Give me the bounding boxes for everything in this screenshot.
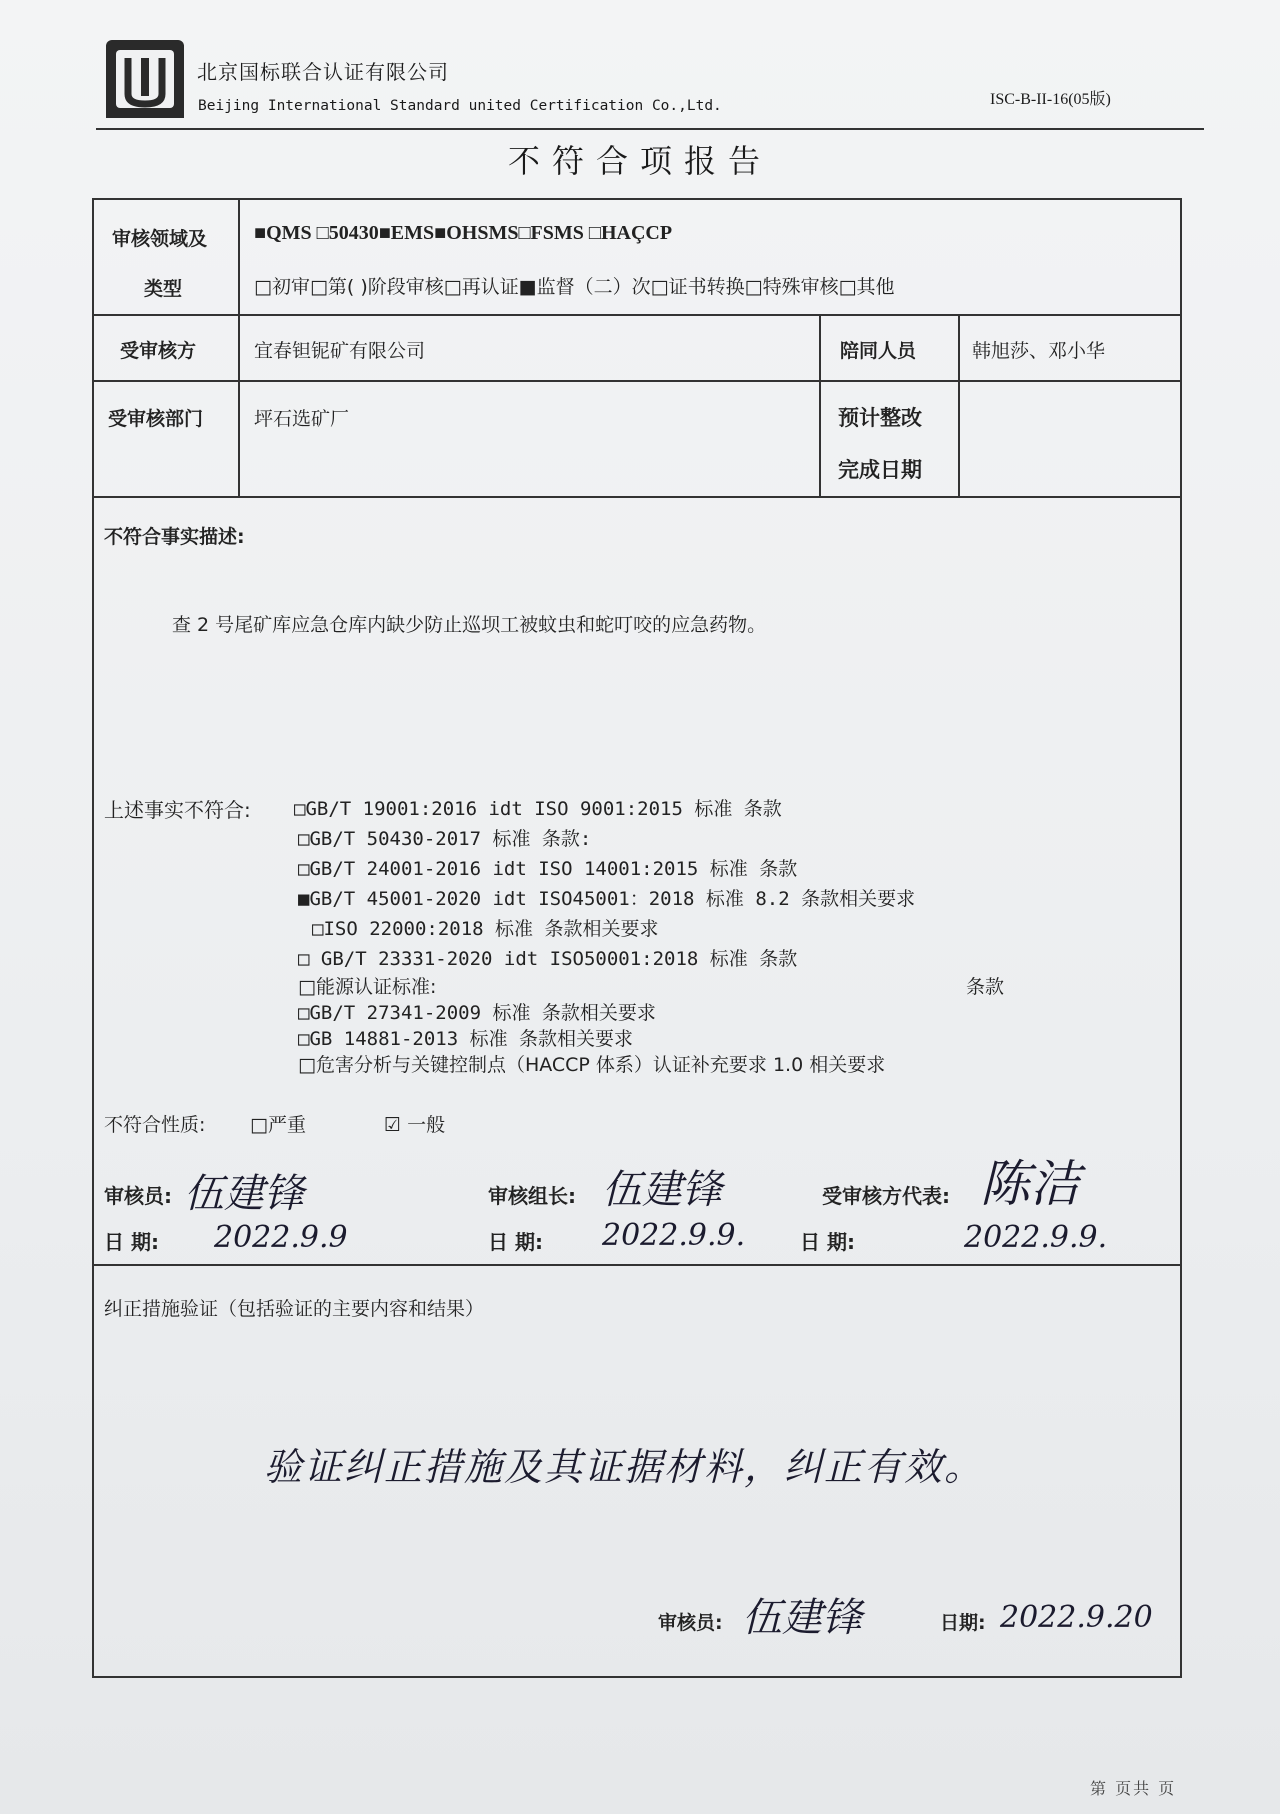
verification-date: 2022.9.20 xyxy=(1000,1600,1153,1635)
auditor-date-label: 日 期: xyxy=(104,1230,159,1254)
column-divider xyxy=(958,314,960,498)
department-value: 坪石选矿厂 xyxy=(254,408,350,430)
company-name-cn: 北京国标联合认证有限公司 xyxy=(197,60,449,84)
nature-general-option: ☑ 一般 xyxy=(384,1114,446,1136)
team-leader-date: 2022.9.9. xyxy=(602,1218,746,1253)
row-divider xyxy=(94,1264,1180,1266)
standard-item: □GB/T 27341-2009 标准 条款相关要求 xyxy=(298,1002,656,1024)
due-date-label-line2: 完成日期 xyxy=(838,458,922,482)
accompany-value: 韩旭莎、邓小华 xyxy=(972,340,1106,362)
document-number: ISC-B-II-16(05版) xyxy=(990,91,1111,108)
header-divider xyxy=(96,128,1204,130)
standard-item: ■GB/T 45001-2020 idt ISO45001：2018 标准 8.2 条款相关要求 xyxy=(298,888,916,910)
auditee-rep-signature: 陈洁 xyxy=(980,1155,1080,1213)
standard-item: □ GB/T 23331-2020 idt ISO50001:2018 标准 条款 xyxy=(298,948,798,970)
row-divider xyxy=(94,380,1180,382)
team-leader-label: 审核组长: xyxy=(488,1184,576,1208)
verification-section-label: 纠正措施验证（包括验证的主要内容和结果） xyxy=(104,1298,485,1320)
column-divider xyxy=(238,200,240,498)
scope-label-line1: 审核领域及 xyxy=(112,228,208,250)
company-name-en: Beijing International Standard united Certification Co.,Ltd. xyxy=(198,98,722,114)
column-divider xyxy=(819,314,821,498)
nonconformity-description: 查 2 号尾矿库应急仓库内缺少防止巡坝工被蚊虫和蛇叮咬的应急药物。 xyxy=(172,614,767,636)
scope-systems-line: ■QMS □50430■EMS■OHSMS□FSMS □HAÇCP xyxy=(254,222,673,244)
scope-audit-type-line: □初审□第( )阶段审核□再认证■监督（二）次□证书转换□特殊审核□其他 xyxy=(254,276,895,298)
standard-item: □GB/T 24001-2016 idt ISO 14001:2015 标准 条款 xyxy=(298,858,798,880)
due-date-label-line1: 预计整改 xyxy=(838,406,922,430)
nonconformity-section-label: 不符合事实描述: xyxy=(104,526,245,548)
auditee-value: 宜春钽铌矿有限公司 xyxy=(254,340,426,362)
standard-item: □GB/T 19001:2016 idt ISO 9001:2015 标准 条款 xyxy=(294,798,782,820)
auditee-rep-label: 受审核方代表: xyxy=(822,1184,950,1208)
report-title: 不符合项报告 xyxy=(507,142,772,180)
auditee-rep-date: 2022.9.9. xyxy=(964,1220,1108,1255)
standard-item: □能源认证标准: xyxy=(298,976,437,998)
auditor-signature: 伍建锋 xyxy=(184,1171,304,1217)
verification-auditor-signature: 伍建锋 xyxy=(742,1595,862,1641)
report-table xyxy=(92,198,1182,1678)
auditee-label: 受审核方 xyxy=(120,340,197,362)
standards-lead: 上述事实不符合: xyxy=(104,798,251,822)
auditee-rep-date-label: 日 期: xyxy=(800,1230,855,1254)
row-divider xyxy=(94,496,1180,498)
accompany-label: 陪同人员 xyxy=(840,340,917,362)
auditor-label: 审核员: xyxy=(104,1184,172,1208)
energy-clause-label: 条款 xyxy=(966,976,1005,998)
standard-item: □GB 14881-2013 标准 条款相关要求 xyxy=(298,1028,634,1050)
company-logo xyxy=(104,38,186,120)
department-label: 受审核部门 xyxy=(108,408,204,430)
row-divider xyxy=(94,314,1180,316)
team-leader-signature: 伍建锋 xyxy=(602,1167,722,1213)
standard-item: □GB/T 50430-2017 标准 条款: xyxy=(298,828,592,850)
standard-item: □ISO 22000:2018 标准 条款相关要求 xyxy=(312,918,659,940)
verification-date-label: 日期: xyxy=(940,1612,986,1634)
nature-label: 不符合性质: xyxy=(104,1114,206,1136)
verification-handwritten-result: 验证纠正措施及其证据材料，纠正有效。 xyxy=(264,1445,985,1489)
auditor-date: 2022.9.9 xyxy=(214,1220,348,1255)
nature-serious-option: □严重 xyxy=(250,1114,306,1136)
team-leader-date-label: 日 期: xyxy=(488,1230,543,1254)
standard-item: □危害分析与关键控制点（HACCP 体系）认证补充要求 1.0 相关要求 xyxy=(298,1054,886,1076)
verification-auditor-label: 审核员: xyxy=(658,1612,723,1634)
scope-label-line2: 类型 xyxy=(144,278,183,300)
page-count-footer: 第 页共 页 xyxy=(1090,1779,1177,1798)
